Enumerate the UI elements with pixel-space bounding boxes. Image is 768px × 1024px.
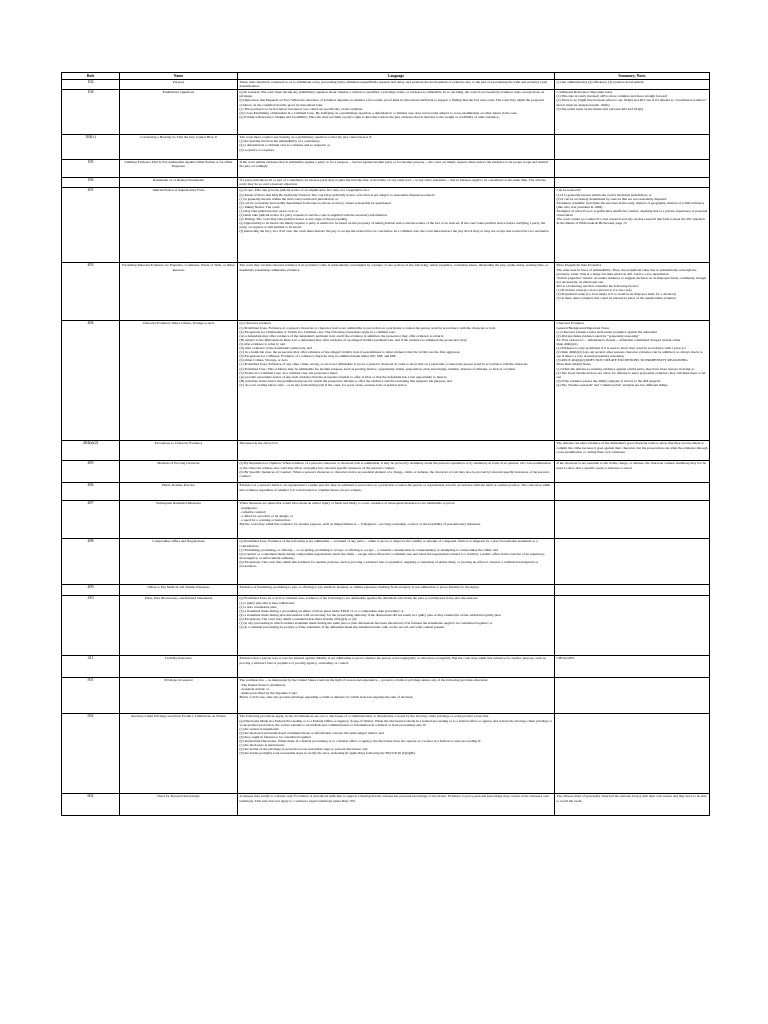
language-paragraph: (B) subject to the limitations in Rule 412, a defendant may offer evidence of an alleged victim's pertinent trait, and if the evidence is admitted, the prosecutor may:	[239, 337, 468, 342]
table-row	[62, 79, 710, 89]
rule-number: 405	[62, 460, 120, 482]
language-paragraph: (a) By Reputation or Opinion. When evidence of a person's character or character trait is admissible, it may be proved by testimony about the person's reputation or by testimony in form of an opinion. On cross-examination of the character witness, the court may allow an inquiry into relevant specific instances of the person's conduct.	[239, 461, 552, 470]
language-paragraph: (1) may take judicial notice on its own; or	[239, 208, 299, 213]
language-paragraph: But in a civil case, state law governs privilege regarding a claim or defense for which state law supplies the rule of decision.	[239, 694, 414, 699]
language-paragraph: Discussed in the above box	[239, 441, 278, 446]
language-paragraph: The common law -- as interpreted by the United States courts in the light of reason and experience -- governs a claim of privilege unless any of the following provides otherwise:	[239, 678, 489, 683]
language-paragraph: (c) This portion is to be hot-below because it was called out specifically on the syllabus.	[239, 106, 363, 111]
rule-language	[238, 538, 555, 584]
language-paragraph: (2) a nolo contendere plea;	[239, 604, 278, 609]
language-paragraph: The court may exclude relevant evidence if its probative value is substantially outweighed by a danger of one or more of the following: unfair prejudice, confusing issues, misleading the jury, undue delay, wasting time, or needlessly presenting cumulative evidence.	[239, 263, 550, 272]
table-row	[62, 262, 710, 320]
notes-paragraph: (2) The lower threshold does not allow for defense to enter propensity evidence, they still must meet a call out	[556, 370, 707, 379]
rule-name: Exceptions to Character Evidence	[120, 440, 238, 460]
rule-language	[238, 159, 555, 177]
notes-paragraph: (3) Is there other evidence that could be entered in place of the questionable evidence	[556, 296, 677, 301]
rule-name: Judicial Notice of Adjudicative Facts	[120, 187, 238, 262]
table-row	[62, 793, 710, 815]
header-rule: Rule	[62, 73, 120, 80]
rule-notes	[555, 482, 710, 500]
language-paragraph: Evidence that a person was or was not insured against liability is not admissible to prove whether the person acted negligently or otherwise wrongfully. But the court may admit this evidence for another purpose, such as proving a witness's bias or prejudice or proving agency, ownership, or control.	[239, 656, 547, 665]
language-paragraph: (a) Disclosure Made in a Federal Proceeding or to a Federal Office or Agency; Scope of Waiver. When the disclosure is made in a federal proceeding or to a federal office or agency and waives the attorney-client privilege or work-product protection, the waiver extends to an undisclosed communication or information in a federal or state proceeding only if:	[239, 718, 554, 727]
language-paragraph: The court must conduct any hearing on a preliminary question so that the jury cannot hear it if:	[239, 135, 373, 140]
rule-number: 410	[62, 595, 120, 655]
rule-name: Pleas, Plea Discussions, and Related Statements	[120, 595, 238, 655]
language-paragraph: (a) In General. The court must decide any preliminary question about whether a witness is qualified, a privilege exists, or evidence is admissible. In so deciding, the court is not bound by evidence rules, except those on privilege.	[239, 90, 546, 99]
language-paragraph: - The United States Constitution;	[239, 682, 286, 687]
rule-language	[238, 262, 555, 320]
rule-language	[238, 677, 555, 713]
notes-paragraph: (1) fair administration (2) efficiency (3) promote development	[556, 80, 644, 85]
notes-paragraph: 403 is a balancing test that considers the following factors:	[556, 283, 639, 288]
language-paragraph: (1) the disclosure is inadvertent;	[239, 743, 285, 748]
rule-number: 403	[62, 262, 120, 320]
table-header-row	[62, 73, 710, 80]
language-paragraph: (C) do so in writing before trial -- or in any form during trial if the court, for good cause, excuses lack of pretrial notice.	[239, 382, 408, 387]
rule-language	[238, 79, 555, 89]
language-paragraph: (b) Exceptions. The court may admit a statement described in Rule 410(a)(3) or (4):	[239, 616, 357, 621]
table-row	[62, 677, 710, 713]
notes-paragraph: Examples of what it's not: A politician's unofficial conduct, anything that is a private experience or personal observation	[556, 208, 709, 218]
table-row	[62, 89, 710, 134]
header-notes: Summary; Notes	[555, 73, 710, 80]
language-paragraph: (3) Notice in a Criminal Case. In a criminal case, the prosecutor must:	[239, 370, 338, 375]
notes-paragraph: Conditional Relevance: Important notes	[556, 90, 613, 95]
language-paragraph: (a) Prohibited Uses. Evidence of the following is not admissible -- on behalf of any party -- either to prove or disprove the validity or amount of a disputed claim or to impeach by a prior inconsistent statement or a contradiction:	[239, 539, 539, 548]
notes-paragraph: Examples: scientific facts (like the sun rises in the east), matters of geography, matters of political history (like who was president in 1984)	[556, 200, 706, 209]
rule-notes	[555, 262, 710, 320]
language-paragraph: (2) in a criminal proceeding for perjury or false statement, if the defendant made the statement under oath, on the record, and with counsel present.	[239, 625, 445, 630]
rule-number: 201	[62, 187, 120, 262]
rule-language	[238, 713, 555, 793]
notes-paragraph: General Background/Important Notes	[556, 325, 610, 330]
language-paragraph: (1) in any proceeding in which another statement made during the same plea or plea discussions has been introduced, if in fairness the statements ought to be considered together; or	[239, 621, 493, 626]
rule-notes	[555, 793, 710, 815]
document-page	[61, 72, 709, 816]
rule-name: Conducting a Hearing So That the Jury Cannot Hear It	[120, 134, 238, 159]
rule-notes	[555, 89, 710, 134]
rule-name: Excluding Relevant Evidence for Prejudice, Confusion, Waste of Time, or Other Reasons	[120, 262, 238, 320]
notes-paragraph: (1) This rule is rarely invoked; 403 is more common and more straight forward	[556, 94, 668, 99]
rule-notes	[555, 595, 710, 655]
notes-paragraph: (2) it can be accurately determined by sources that are not reasonably disputed	[556, 196, 667, 201]
language-paragraph: But the court may admit this evidence for another purpose, such as impeachment or -- if disputed -- proving ownership, control, or the feasibility of precautionary measures.	[239, 521, 481, 526]
rule-notes	[555, 159, 710, 177]
rule-notes	[555, 500, 710, 538]
evidence-rules-table	[61, 72, 710, 816]
table-row	[62, 134, 710, 159]
rule-language	[238, 187, 555, 262]
language-paragraph: (b) Relevance that Depends on Fact. When the relevance of evidence depends on whether a fact exists, proof must be introduced sufficient to support a finding that the fact does exist. The court may admit the proposed evidence on the condition that the proof be introduced later.	[239, 98, 545, 107]
rule-language	[238, 89, 555, 134]
language-paragraph: (2) a defendant in a criminal case is a witness and so requests; or	[239, 143, 331, 148]
language-paragraph: (b) By Specific Instances of Conduct. When a person's character or character trait is an essential element of a charge, claim, or defense, the character or trait may also be proved by relevant specific instances of the person's conduct.	[239, 469, 551, 478]
rule-language	[238, 440, 555, 460]
table-row	[62, 595, 710, 655]
rule-number: 102	[62, 79, 120, 89]
language-paragraph: (C) in a homicide case, the prosecutor may offer evidence of the alleged victim's trait of peacefulness to rebut evidence that the victim was the first aggressor.	[239, 350, 461, 355]
notes-paragraph: The rules lean in favor of admissibility. Thus, the prejudicial value has to substantially outweigh the probative value. This is a larger bar than what's in 401, but it's a low jurisdiction	[556, 267, 698, 276]
language-paragraph: (2) Conduct or a statement made during compromise negotiations about the claim -- except when offered in a criminal case and when the negotiations related to a claim by a public office in the exercise of its regulatory, investigative, or enforcement authority.	[239, 551, 546, 560]
rule-language	[238, 482, 555, 500]
notes-paragraph: Can be noticed if:	[556, 188, 582, 193]
language-paragraph: (A) a defendant may offer evidence of the defendant's pertinent trait, and if the evidence is admitted, the prosecutor may offer evidence to rebut it;	[239, 333, 445, 338]
language-paragraph: (i) offer evidence to rebut it; and	[239, 341, 286, 346]
rule-number: 406	[62, 482, 120, 500]
rule-language	[238, 460, 555, 482]
language-paragraph: (B) articulate in the notice the permitted purpose for which the prosecutor intends to offer the evidence and the reasoning that supports the purpose; and	[239, 378, 452, 383]
language-paragraph: (3) Exceptions for a Witness. Evidence of a witness's character may be admitted under Rules 607, 608, and 609.	[239, 354, 397, 359]
language-paragraph: (3) the holder promptly took reasonable steps to rectify the error, including (if applicable) following the FRCivP 26 (b)(5)(B).	[239, 751, 416, 756]
rule-number: 409	[62, 584, 120, 595]
language-paragraph: (1) Prohibited Uses. Evidence of a person's character or character trait is not admissible to prove that on a particular occasion the person acted in accordance with the character or trait.	[239, 325, 496, 330]
language-paragraph: (2) the disclosed and undisclosed communications or information concern the same subject matter; and	[239, 730, 384, 735]
language-paragraph: (e) Evidence Relevant to Weight and Credibility. This rule does not limit a party's right to introduce before the jury evidence that is relevant to the weight or credibility of other evidence.	[239, 114, 500, 119]
rule-language	[238, 595, 555, 655]
rule-number: 404	[62, 320, 120, 440]
language-paragraph: - negligence;	[239, 505, 258, 510]
notes-paragraph: (4) The "modus operandi" and "common plan" analysis are two different things	[556, 382, 668, 387]
language-paragraph: (A) provide reasonable notice of any such evidence that the prosecutor intends to offer at trial, so that the defendant has a fair opportunity to meet it;	[239, 374, 448, 379]
rule-name: Offers to Pay Medical and Similar Expenses	[120, 584, 238, 595]
notes-paragraph: (1) When the defense is entering evidence against a third party, they have more leeway in doing so	[556, 366, 695, 371]
language-paragraph: (a) Character evidence	[239, 321, 272, 326]
language-paragraph: (e) Opportunity to be heard. On timely request, a party is entitled to be heard on the propriety of taking judicial notice and the nature of the fact to be noticed. If the court takes judicial notice before notifying a party, the party, on request, is still entitled to be heard.	[239, 221, 547, 230]
language-paragraph: (3) so justice so requires.	[239, 147, 275, 152]
language-paragraph: (2) can be accurately and readily determined from sources whose accuracy cannot reasonably be questioned.	[239, 200, 392, 205]
notes-paragraph: (2) There is no bright line between when to use 104(b) and 403, but if it's labeled as "conditional evidence" then it must be analyzed under 104(b)	[556, 98, 708, 107]
language-paragraph: (2) the holder of the privilege or protection took reasonable steps to prevent disclosure; and	[239, 747, 368, 752]
rule-number: 501	[62, 677, 120, 713]
rule-language	[238, 793, 555, 815]
language-paragraph: (1) Prohibited Uses. Evidence of any other crime, wrong, or act is not admissible to prove a person's character in order to show that on a particular occasion the person acted in accordance with the character.	[239, 362, 529, 367]
notes-paragraph: CHUGGIES	[556, 656, 575, 661]
rule-name: Character Evidence; Other Crimes, Wrongs or Acts	[120, 320, 238, 440]
rule-notes	[555, 538, 710, 584]
language-paragraph: (b) Inadvertent Disclosure. When made in a federal proceeding or to a federal office or agency, the disclosure does not operate as a waiver in a federal or state proceeding if:	[239, 739, 482, 744]
language-paragraph: Evidence of furnishing, promising to pay, or offering to pay medical, hospital, or similar expenses resulting from an injury is not admissible to prove liability for the injury.	[239, 585, 480, 590]
language-paragraph: (f) Instructing the Jury. In a civil case, the court must instruct the jury to accept the noticed fact as conclusive. In a criminal case, the court must instruct the jury that it may or may not accept that noticed fact as conclusive.	[239, 229, 550, 234]
language-paragraph: (2) must take judicial notice if a party requests it and the court is supplied with the necessary information.	[239, 213, 388, 218]
rule-notes	[555, 440, 710, 460]
rule-number: 502	[62, 713, 120, 793]
notes-paragraph: (2) Prejudicial value (i.e. how likely is it to result in an improper basis for a decision)	[556, 292, 676, 297]
rule-notes	[555, 713, 710, 793]
language-paragraph: (3) they ought in fairness to be considered together.	[239, 734, 312, 739]
notes-paragraph: The defense can enter evidence of the defendant's good character traits to show that they are less likely to commit the crime because it goes against their character, but the prosecution can rebut the evidence through cross-examination or calling their own witnesses	[556, 441, 709, 454]
rule-name: Subsequent Remedial Measures	[120, 500, 238, 538]
rule-number: 404(a)(2)	[62, 440, 120, 460]
notes-paragraph: If the character is not essential to the claim, charge, or defense, the character witness testimony may not be used to show that a specific event or instance occured	[556, 461, 707, 470]
table-row	[62, 460, 710, 482]
header-name: Name	[120, 73, 238, 80]
header-language: Language	[238, 73, 555, 80]
rule-number: 105	[62, 159, 120, 177]
language-paragraph: (1) is generally known within the trial court's territorial jurisdiction; or	[239, 196, 339, 201]
language-paragraph: (2) Permitted Uses. This evidence may be admissible for another purpose, such as proving motive, opportunity, intent, preparation, plan, knowledge, identity, absence of mistake, or lack of accident.	[239, 366, 516, 371]
table-row	[62, 177, 710, 187]
table-row	[62, 584, 710, 595]
language-paragraph: - a need for a warning or instruction.	[239, 517, 291, 522]
rule-name: Habit; Routine Practice	[120, 482, 238, 500]
table-row	[62, 655, 710, 677]
language-paragraph: A witness may testify to a matter only if evidence is introduced sufficient to support a finding that the witness has personal knowledge of the matter. Evidence to prove personal knowledge may consist of the witness's own testimony. This rule does not apply to a witness's expert testimony under Rule 703.	[239, 794, 550, 803]
rule-name: Compromise Offers and Negotiations	[120, 538, 238, 584]
language-paragraph: (2) Exceptions for a Defendant or Victim in a Criminal case. The following exceptions apply in a criminal case:	[239, 329, 396, 334]
language-paragraph: Evidence of a person's habit or an organization's routine practice may be admitted to prove that on a particular occasion the person or organization acted in accordance with the habit or routine practice. The court may admit this evidence regardless of whether it is corroborated or whether there's an eye witness.	[239, 483, 552, 492]
notes-paragraph: More Prejudicial than Probative	[556, 263, 602, 268]
notes-paragraph: (1) Character evidence rules stem under prejudice against the defendant	[556, 329, 657, 334]
language-paragraph: (a) Prohibited Uses. In a civil or criminal case, evidence of the following is not admissible against the defendant who made the plea or participated in the plea discussions:	[239, 596, 479, 601]
language-paragraph: (4) a statement made during plea discussions with an attorney for the prosecuting authority if the discussions did not result in a guilty plea or they resulted in a later-withdrawn guilty plea.	[239, 612, 502, 617]
notes-paragraph: More Rule 404(b) Notes	[556, 362, 591, 367]
rule-language	[238, 177, 555, 187]
rule-name: Attorney-Client Privilege and Work Product; Limitations on Waiver	[120, 713, 238, 793]
notes-paragraph: (3) RULE 404(b)(2) DOES NOT CREATE EXCEPTIONS TO PROPENSITY REASONING	[556, 358, 688, 363]
language-paragraph: (b) Other Crimes, Wrongs, or Acts	[239, 358, 288, 363]
language-paragraph: (1) a guilty plea that is later withdrawn;	[239, 600, 295, 605]
rule-language	[238, 584, 555, 595]
language-paragraph: (b) Exceptions. The court may admit this evidence for another purpose, such as proving a witness's bias or prejudice, negating a contention of undue delay, or proving an effort to obstruct a criminal investigation or prosecution.	[239, 559, 540, 569]
rule-notes	[555, 187, 710, 262]
language-paragraph: (1) the waiver is intentional;	[239, 726, 280, 731]
notes-paragraph: "Unfair prejudice" means: an undue tendency to suggest decision on an improper basis, commonly, though not necessarily, an emotional one	[556, 275, 707, 284]
rule-name: Liability Insurance	[120, 655, 238, 677]
language-paragraph: (1) the hearing involves the admissibility of a confession;	[239, 139, 320, 144]
rule-notes	[555, 320, 710, 440]
language-paragraph: The following provisions apply, in the circumstances set out, to disclosure of a communication or information covered by the attorney-client privilege or work-product protection.	[239, 714, 490, 719]
notes-paragraph: Ex: Past violent act -- defendant is violent -- defendant committed charged violent crime	[556, 337, 681, 342]
rule-number: 104(c)	[62, 134, 120, 159]
rule-language	[238, 320, 555, 440]
language-paragraph: These rules should be construed so as to administer every proceeding fairly, eliminate unjustifiable expense and delay, and promote the development of evidence law, to the end of ascertaining the truth and securing a just determination.	[239, 80, 549, 89]
rule-number: 106	[62, 177, 120, 187]
rule-number: 602	[62, 793, 120, 815]
rule-number: 104	[62, 89, 120, 134]
language-paragraph: - Rules prescribed by the Supreme Court.	[239, 690, 298, 695]
rule-notes	[555, 460, 710, 482]
rule-language	[238, 500, 555, 538]
table-row	[62, 159, 710, 177]
language-paragraph: (a) Scope. This rule governs judicial notice of an adjudicative fact only, not a legislative fact.	[239, 188, 370, 193]
language-paragraph: (d) Cross-Examining a Defendant in a Criminal Case. By testifying on a preliminary question, a defendant in a criminal case does not become subject to cross-examination on other issues in the case.	[239, 110, 518, 115]
rule-language	[238, 134, 555, 159]
language-paragraph: If the court admits evidence that is admissible against a party or for a purpose -- but not against another party or for another purpose -- the court, on timely request, must restrict the evidence to its proper scope and instruct the jury accordingly.	[239, 160, 550, 169]
table-row	[62, 320, 710, 440]
rule-notes	[555, 177, 710, 187]
rule-number: 408	[62, 538, 120, 584]
rule-number: 407	[62, 500, 120, 538]
rule-name: Preliminary Questions	[120, 89, 238, 134]
notes-paragraph: Character Evidence	[556, 321, 584, 326]
notes-paragraph: (2) 404 precludes evidence used for "propensity reasoning"	[556, 333, 640, 338]
rule-name: Purpose	[120, 79, 238, 89]
rule-notes	[555, 134, 710, 159]
rule-name: Privilege in General	[120, 677, 238, 713]
notes-paragraph: The court cannot go conduct it's own research and rely on that research that fails to meet the 201 standard. In the Matter of Bichowski & Bichowski, page 15	[556, 217, 707, 226]
rule-number: 411	[62, 655, 120, 677]
language-paragraph: (ii) offer evidence of the defendant's same trait; and	[239, 346, 312, 351]
rule-language	[238, 655, 555, 677]
table-row	[62, 500, 710, 538]
notes-paragraph: The witness must of personally observed the relevant fact(s) with their own senses and they have to be able to recall the event.	[556, 794, 708, 803]
language-paragraph: (b) Kinds of Facts that May Be Judicially Noticed. The court may judicially notice a fact that is not subject to reasonable dispute because it:	[239, 192, 436, 197]
table-row	[62, 482, 710, 500]
rule-name: Methods of Proving Character	[120, 460, 238, 482]
rule-name: Limiting Evidence That Is Not Admissible Against Other Parties or for Other Purposes	[120, 159, 238, 177]
language-paragraph: (d) Timing. The court may take judicial notice at any stage of the proceeding.	[239, 217, 348, 222]
language-paragraph: (c) Taking Notice. The court:	[239, 204, 281, 209]
notes-paragraph: (1) Probative value (i.e. how relevant is it to the case)	[556, 288, 632, 293]
notes-paragraph: (2) Rule 404(b)(2) lays out several other reasons character evidence can be admitted, so always check to see if there's a way around propensity reasoning	[556, 350, 704, 359]
notes-paragraph: (3) If the evidence passes the 404(b) analysis, it moves to the 403 analysis	[556, 378, 661, 383]
table-row	[62, 440, 710, 460]
table-row	[62, 538, 710, 584]
rule-notes	[555, 79, 710, 89]
rule-name: Remainder of or Related Statements	[120, 177, 238, 187]
table-row	[62, 713, 710, 793]
notes-paragraph: (1) it is generally known within the court's territorial jurisdiction; or	[556, 192, 652, 197]
language-paragraph: - a defect in a product or its design; or	[239, 513, 293, 518]
language-paragraph: (1) Furnishing, promising, or offering -- or accepting, promising to accept, or offering to accept -- a valuable consideration in compromising or attempting to compromise the claim; and	[239, 547, 499, 552]
language-paragraph: If a party introduces all or part of a statement, an adverse party may require the introduction, at that time, of any other part -- or any other statement -- that in fairness ought to be considered at the same time. The adverse party may do so over a hearsay objection.	[239, 178, 547, 187]
notes-paragraph: Rule 404(b)(2)	[556, 341, 578, 346]
language-paragraph: (3) a statement made during a proceeding on either of those pleas under FRCP 11 or a comparable state procedure; or	[239, 608, 404, 613]
language-paragraph: - culpable conduct;	[239, 509, 267, 514]
language-paragraph: When measures are taken that would have made an earlier injury or harm less likely to occur, evidence of subsequent measures is not admissible to prove:	[239, 501, 456, 506]
table-row	[62, 187, 710, 262]
notes-paragraph: (1) Evidence is only prohibited if it is used to show they acted in accordance with a prior act	[556, 346, 686, 351]
rule-notes	[555, 584, 710, 595]
rule-name: Need for Personal Knowledge	[120, 793, 238, 815]
rule-notes	[555, 655, 710, 677]
rule-notes	[555, 677, 710, 713]
notes-paragraph: (3) Net result turns on the distinction between 403 and 104(b)	[556, 106, 644, 111]
language-paragraph: - A federal statute; or	[239, 686, 270, 691]
